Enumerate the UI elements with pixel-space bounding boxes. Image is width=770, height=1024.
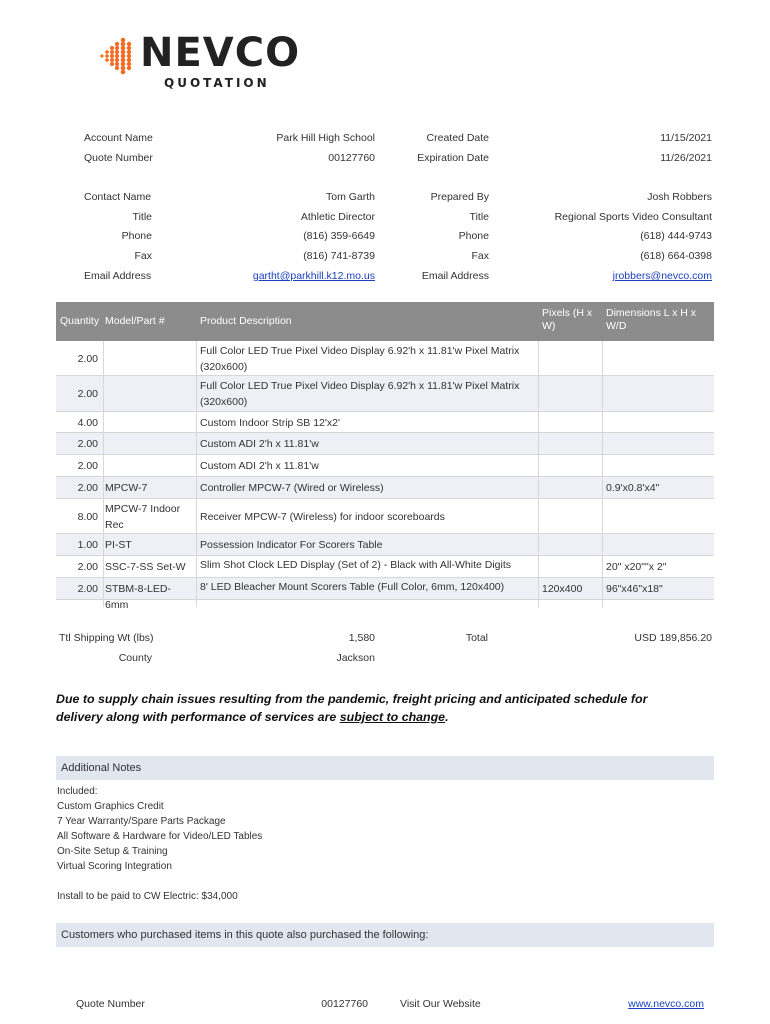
shipping-weight-value: 1,580 (348, 632, 375, 644)
phone-row (0, 230, 770, 244)
column-divider (602, 341, 603, 607)
quantity-cell: 2.00 (77, 388, 98, 400)
table-row (56, 455, 714, 477)
footer-quote-value: 00127760 (321, 998, 368, 1010)
quantity-cell: 2.00 (77, 482, 98, 494)
logo-dots-icon (96, 34, 140, 78)
dimensions-cell: 96"x46"x18" (606, 583, 663, 595)
table-row (56, 578, 714, 611)
model-header: Model/Part # (105, 315, 165, 327)
prepared-by-value: Josh Robbers (647, 191, 712, 203)
account-name-label: Account Name (84, 132, 153, 144)
model-cell: SSC-7-SS Set-W (105, 561, 186, 573)
pixels-cell: 120x400 (542, 583, 583, 595)
table-row (56, 433, 714, 455)
contact-phone-label: Phone (121, 230, 152, 242)
contact-email-link[interactable]: gartht@parkhill.k12.mo.us (252, 270, 375, 282)
description-cell: Full Color LED True Pixel Video Display 6.92'h x 11.81'w Pixel Matrix (320x600) (200, 345, 520, 373)
document-type-label: QUOTATION (164, 76, 270, 90)
notes-line: All Software & Hardware for Video/LED Tables (57, 831, 263, 842)
quantity-cell: 2.00 (77, 583, 98, 595)
preparer-fax-value: (618) 664-0398 (640, 250, 712, 262)
notes-line: On-Site Setup & Training (57, 846, 168, 857)
model-cell: PI-ST (105, 539, 132, 551)
preparer-phone-value: (618) 444-9743 (640, 230, 712, 242)
table-row (56, 534, 714, 556)
contact-title-label: Title (132, 211, 152, 223)
total-value: USD 189,856.20 (634, 632, 712, 644)
county-value: Jackson (336, 652, 375, 664)
column-divider (538, 341, 539, 607)
table-row (56, 341, 714, 376)
contact-email-label: Email Address (84, 270, 152, 282)
notes-line: Included: (57, 786, 98, 797)
table-row (56, 556, 714, 578)
dimensions-header: Dimensions L x H x W/D (606, 307, 697, 332)
quantity-cell: 1.00 (77, 539, 98, 551)
model-cell: MPCW-7 (105, 482, 148, 494)
county-label: County (118, 652, 152, 664)
column-divider (103, 341, 104, 607)
description-cell: Full Color LED True Pixel Video Display 6.92'h x 11.81'w Pixel Matrix (320x600) (200, 380, 520, 408)
table-row (56, 376, 714, 412)
contact-name-row (0, 191, 770, 205)
notes-line: Virtual Scoring Integration (57, 861, 172, 872)
also-purchased-heading: Customers who purchased items in this quote also purchased the following: (56, 923, 714, 947)
total-label: Total (465, 632, 488, 644)
account-name-row (0, 132, 770, 146)
preparer-fax-label: Fax (471, 250, 489, 262)
shipping-total-row (0, 632, 770, 646)
description-cell: 8' LED Bleacher Mount Scorers Table (Full Color, 6mm, 120x400) (200, 581, 505, 593)
contact-name-value: Tom Garth (325, 191, 375, 203)
additional-notes-heading: Additional Notes (56, 756, 714, 780)
notes-line: Custom Graphics Credit (57, 801, 164, 812)
description-cell: Custom Indoor Strip SB 12'x2' (200, 417, 340, 429)
prepared-by-label: Prepared By (430, 191, 489, 203)
description-cell: Custom ADI 2'h x 11.81'w (200, 460, 319, 472)
install-note: Install to be paid to CW Electric: $34,000 (57, 891, 238, 902)
preparer-email-link[interactable]: jrobbers@nevco.com (612, 270, 712, 282)
email-row (0, 270, 770, 284)
fax-row (0, 250, 770, 264)
supply-chain-notice (56, 690, 696, 726)
created-date-label: Created Date (426, 132, 489, 144)
description-cell: Possession Indicator For Scorers Table (200, 539, 383, 551)
county-row (0, 652, 770, 666)
quantity-cell: 2.00 (77, 460, 98, 472)
dimensions-cell: 20" x20""x 2" (606, 561, 667, 573)
preparer-title-label: Title (469, 211, 489, 223)
description-cell: Custom ADI 2'h x 11.81'w (200, 438, 319, 450)
notice-end: . (445, 710, 449, 724)
additional-notes-body (57, 784, 262, 904)
contact-fax-value: (816) 741-8739 (303, 250, 375, 262)
quantity-cell: 2.00 (77, 561, 98, 573)
quote-number-value: 00127760 (328, 152, 375, 164)
account-name-value: Park Hill High School (276, 132, 375, 144)
description-header: Product Description (200, 315, 292, 327)
line-items-table-header (56, 302, 714, 341)
table-row (56, 412, 714, 433)
contact-name-label: Contact Name (84, 191, 152, 203)
preparer-phone-label: Phone (458, 230, 489, 242)
contact-phone-value: (816) 359-6649 (303, 230, 375, 242)
quantity-cell: 2.00 (77, 438, 98, 450)
notes-line: 7 Year Warranty/Spare Parts Package (57, 816, 226, 827)
footer-website-link[interactable]: www.nevco.com (628, 998, 704, 1010)
pixels-header: Pixels (H x W) (542, 307, 593, 332)
footer-quote-label: Quote Number (76, 998, 145, 1010)
notice-emphasis: subject to change (339, 710, 446, 724)
table-row (56, 499, 714, 534)
quantity-cell: 4.00 (77, 417, 98, 429)
created-date-value: 11/15/2021 (660, 132, 712, 144)
model-cell: MPCW-7 Indoor Rec (105, 503, 181, 531)
dimensions-cell: 0.9'x0.8'x4" (606, 482, 660, 494)
quantity-header: Quantity (60, 315, 100, 327)
model-cell: STBM-8-LED-6mm (105, 583, 171, 611)
contact-fax-label: Fax (134, 250, 152, 262)
logo-wordmark: NEVCO (140, 30, 301, 76)
expiration-date-value: 11/26/2021 (660, 152, 712, 164)
quantity-cell: 8.00 (77, 511, 98, 523)
description-cell: Receiver MPCW-7 (Wireless) for indoor scoreboards (200, 511, 445, 523)
shipping-weight-label: Ttl Shipping Wt (lbs) (59, 632, 154, 644)
quote-number-row (0, 152, 770, 166)
description-cell: Controller MPCW-7 (Wired or Wireless) (200, 482, 384, 494)
description-cell: Slim Shot Clock LED Display (Set of 2) - Black with All-White Digits (200, 559, 512, 571)
quantity-cell: 2.00 (77, 353, 98, 365)
footer-website-label: Visit Our Website (400, 998, 481, 1010)
notice-text: Due to supply chain issues resulting from the pandemic, freight pricing and anticipated schedule for delivery along with performance of services are (56, 692, 648, 724)
column-divider (196, 341, 197, 607)
expiration-date-label: Expiration Date (417, 152, 489, 164)
table-row (56, 477, 714, 499)
contact-title-value: Athletic Director (300, 211, 375, 223)
quote-number-label: Quote Number (84, 152, 153, 164)
title-row (0, 211, 770, 225)
preparer-title-value: Regional Sports Video Consultant (554, 211, 712, 223)
preparer-email-label: Email Address (421, 270, 489, 282)
nevco-logo (96, 30, 326, 94)
